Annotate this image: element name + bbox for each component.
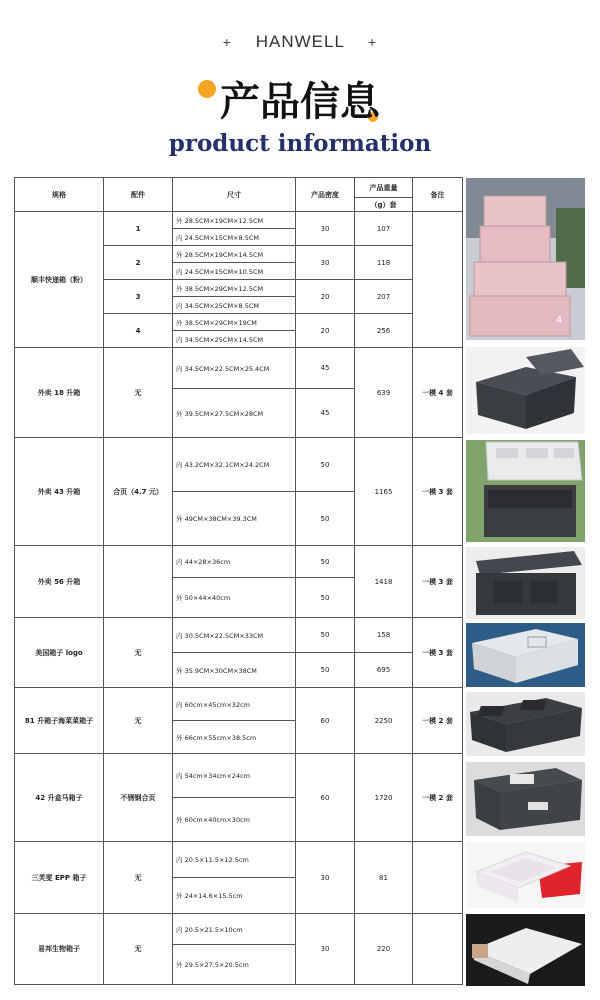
table-row (15, 618, 463, 653)
size-cell: 外 49CM×38CM×39.3CM (173, 492, 296, 546)
density-cell: 30 (296, 914, 355, 985)
table-row (15, 842, 463, 878)
size-cell: 外 39.5CM×27.5CM×28CM (173, 389, 296, 438)
table-row (15, 438, 463, 492)
size-cell: 外 28.5CM×19CM×14.5CM (173, 246, 296, 263)
header-accessory: 配件 (104, 178, 173, 212)
density-cell: 30 (296, 246, 355, 280)
accessory-cell: 1 (104, 212, 173, 246)
size-cell: 外 60cm×40cm×30cm (173, 798, 296, 842)
accessory-cell: 3 (104, 280, 173, 314)
photo-hema-42l-box (466, 762, 585, 836)
table-row (15, 212, 463, 229)
header-note: 备注 (413, 178, 463, 212)
size-cell: 外 38.5CM×29CM×19CM (173, 314, 296, 331)
accessory-cell: 不锈钢合页 (104, 754, 173, 842)
note-cell: 一模 4 套 (413, 348, 463, 438)
header-weight-unit: （g）套 (355, 198, 413, 212)
density-cell: 30 (296, 842, 355, 914)
note-cell (413, 914, 463, 985)
size-cell: 内 34.5CM×22.5CM×25.4CM (173, 348, 296, 389)
spec-name: 易邦生物箱子 (15, 914, 104, 985)
accessory-cell: 无 (104, 348, 173, 438)
density-cell: 50 (296, 438, 355, 492)
header-density: 产品密度 (296, 178, 355, 212)
photo-81l-box (466, 692, 585, 756)
product-spec-table (14, 177, 463, 985)
size-cell: 外 38.5CM×29CM×12.5CM (173, 280, 296, 297)
density-cell: 50 (296, 546, 355, 578)
size-cell: 内 43.2CM×32.1CM×24.2CM (173, 438, 296, 492)
density-cell: 60 (296, 688, 355, 754)
weight-cell: 695 (355, 653, 413, 688)
accessory-cell: 无 (104, 842, 173, 914)
size-cell: 外 66cm×55cm×38.5cm (173, 721, 296, 754)
size-cell: 内 30.5CM×22.5CM×33CM (173, 618, 296, 653)
photo-us-box-logo (466, 623, 585, 687)
size-cell: 内 24.5CM×15CM×8.5CM (173, 229, 296, 246)
spec-name: 三芙雯 EPP 箱子 (15, 842, 104, 914)
brand-header (0, 32, 600, 52)
density-cell: 50 (296, 492, 355, 546)
accessory-cell (104, 546, 173, 618)
size-cell: 外 35.9CM×30CM×38CM (173, 653, 296, 688)
weight-cell: 256 (355, 314, 413, 348)
accessory-cell: 4 (104, 314, 173, 348)
brand-name: HANWELL (255, 32, 345, 51)
table-row (15, 546, 463, 578)
photo-takeout-18 (466, 347, 585, 434)
weight-cell: 1418 (355, 546, 413, 618)
weight-cell: 1720 (355, 754, 413, 842)
note-cell: 一模 3 套 (413, 438, 463, 546)
weight-cell: 158 (355, 618, 413, 653)
table-row (15, 754, 463, 798)
page-title-en: product information (168, 130, 432, 157)
spec-name: 外卖 43 升箱 (15, 438, 104, 546)
density-cell: 50 (296, 618, 355, 653)
note-cell (413, 212, 463, 348)
note-cell: 一模 3 套 (413, 618, 463, 688)
size-cell: 内 20.5×11.5×12.5cm (173, 842, 296, 878)
header-weight: 产品重量 (355, 178, 413, 198)
weight-cell: 1165 (355, 438, 413, 546)
density-cell: 50 (296, 653, 355, 688)
spec-name: 外卖 56 升箱 (15, 546, 104, 618)
table-row (15, 348, 463, 389)
spec-name: 81 升箱子海菜菜箱子 (15, 688, 104, 754)
density-cell: 50 (296, 578, 355, 618)
weight-cell: 107 (355, 212, 413, 246)
spec-name: 42 升盒马箱子 (15, 754, 104, 842)
table-row (15, 688, 463, 721)
note-cell: 一模 2 套 (413, 688, 463, 754)
density-cell: 30 (296, 212, 355, 246)
accessory-cell: 无 (104, 688, 173, 754)
size-cell: 内 54cm×34cm×24cm (173, 754, 296, 798)
photo-yibang-box (466, 914, 585, 986)
weight-cell: 207 (355, 280, 413, 314)
weight-cell: 220 (355, 914, 413, 985)
note-cell: 一模 2 套 (413, 754, 463, 842)
table-row (15, 914, 463, 945)
size-cell: 外 24×14.6×15.5cm (173, 878, 296, 914)
accessory-cell: 2 (104, 246, 173, 280)
size-cell: 内 60cm×45cm×32cm (173, 688, 296, 721)
density-cell: 20 (296, 280, 355, 314)
photo-epp-box (466, 842, 585, 908)
density-cell: 60 (296, 754, 355, 842)
size-cell: 内 34.5CM×25CM×8.5CM (173, 297, 296, 314)
size-cell: 内 44×28×36cm (173, 546, 296, 578)
weight-cell: 118 (355, 246, 413, 280)
header-size: 尺寸 (173, 178, 296, 212)
accessory-cell: 无 (104, 618, 173, 688)
weight-cell: 639 (355, 348, 413, 438)
header-spec: 规格 (15, 178, 104, 212)
photo-sf-pink-boxes (466, 178, 585, 340)
size-cell: 外 29.5×27.5×20.5cm (173, 945, 296, 985)
page-title-cn: 产品信息 (220, 79, 380, 125)
weight-cell: 81 (355, 842, 413, 914)
note-cell (413, 842, 463, 914)
size-cell: 内 34.5CM×25CM×14.5CM (173, 331, 296, 348)
plus-right: + (368, 34, 378, 50)
size-cell: 内 20.5×21.5×10cm (173, 914, 296, 945)
svg-text:4: 4 (556, 315, 563, 326)
spec-name: 美国箱子 logo (15, 618, 104, 688)
accessory-cell: 合页（4.7 元） (104, 438, 173, 546)
spec-name: 外卖 18 升箱 (15, 348, 104, 438)
note-cell: 一模 3 套 (413, 546, 463, 618)
density-cell: 20 (296, 314, 355, 348)
accessory-cell: 无 (104, 914, 173, 985)
weight-cell: 2250 (355, 688, 413, 754)
density-cell: 45 (296, 389, 355, 438)
density-cell: 45 (296, 348, 355, 389)
photo-takeout-56 (466, 547, 585, 619)
table-header-row (15, 178, 463, 198)
size-cell: 外 28.5CM×19CM×12.5CM (173, 212, 296, 229)
photo-takeout-43 (466, 440, 585, 542)
spec-name: 顺丰快递箱（粉） (15, 212, 104, 348)
size-cell: 内 24.5CM×15CM×10.5CM (173, 263, 296, 280)
plus-left: + (222, 34, 232, 50)
size-cell: 外 50×44×40cm (173, 578, 296, 618)
